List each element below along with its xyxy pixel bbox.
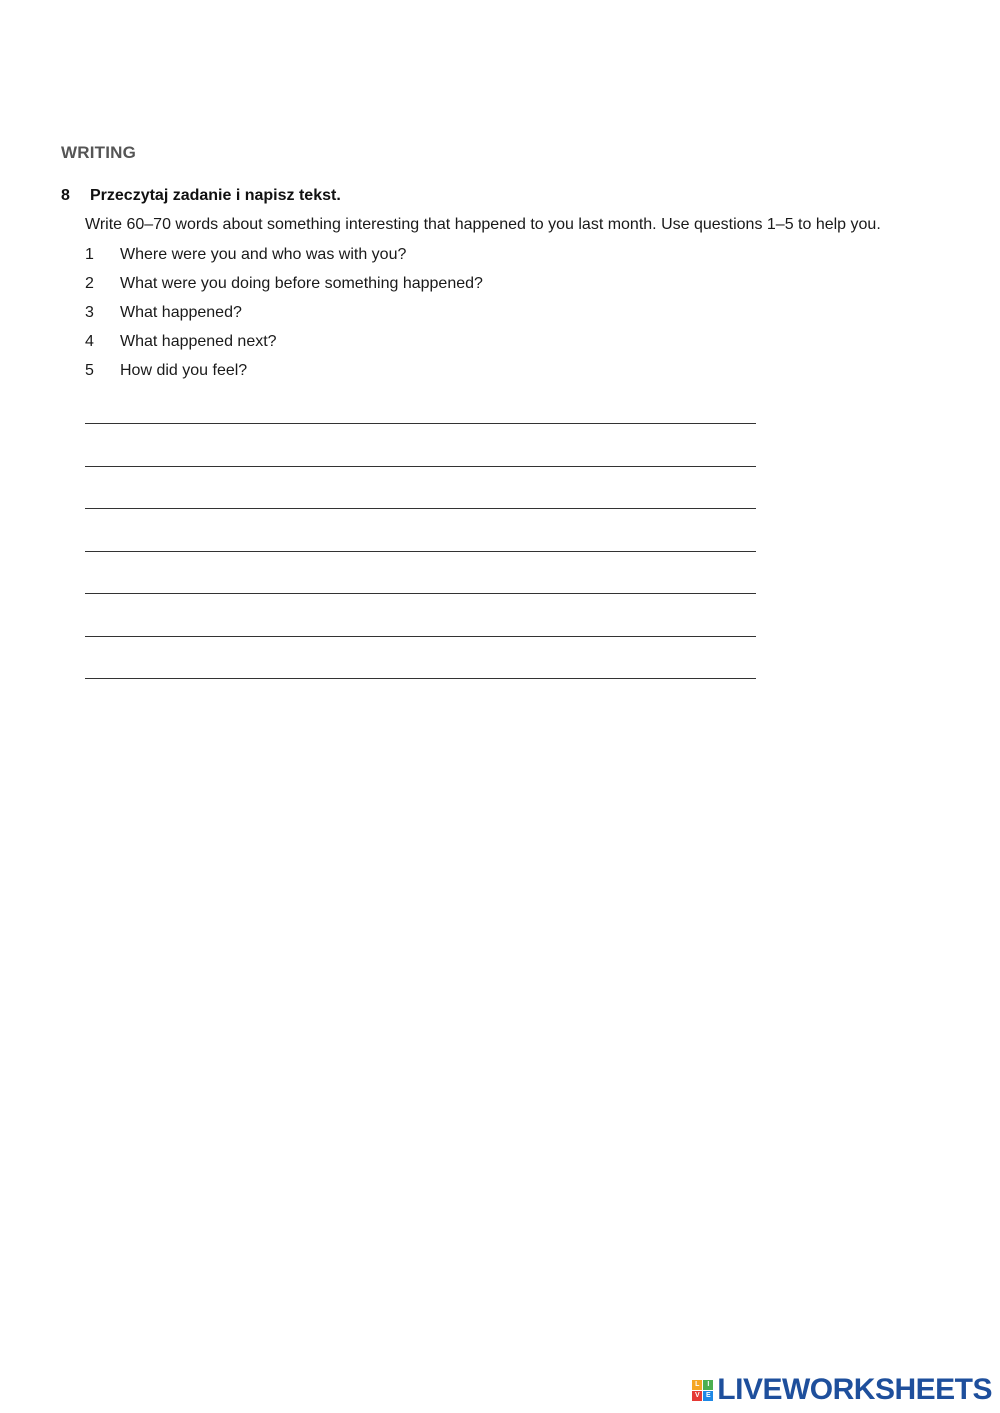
- answer-area[interactable]: [85, 408, 756, 679]
- task-instruction: Write 60–70 words about something interesting that happened to you last month. Use questions 1–5 to help you.: [85, 216, 881, 233]
- question-item: [85, 303, 483, 332]
- question-number: 3: [85, 304, 94, 321]
- question-text: What happened?: [120, 304, 242, 321]
- answer-line[interactable]: [85, 552, 756, 595]
- question-item: [85, 274, 483, 303]
- question-text: What were you doing before something happened?: [120, 275, 483, 292]
- logo-tile: E: [703, 1391, 713, 1401]
- task-title: Przeczytaj zadanie i napisz tekst.: [90, 187, 341, 204]
- question-item: [85, 245, 483, 274]
- liveworksheets-logo-icon: [692, 1380, 713, 1401]
- question-number: 2: [85, 275, 94, 292]
- question-text: Where were you and who was with you?: [120, 246, 407, 263]
- question-text: What happened next?: [120, 333, 277, 350]
- question-number: 1: [85, 246, 94, 263]
- answer-line[interactable]: [85, 594, 756, 637]
- question-item: [85, 361, 483, 390]
- logo-tile: I: [703, 1380, 713, 1390]
- question-list: [85, 245, 483, 390]
- question-number: 4: [85, 333, 94, 350]
- task-header: [61, 187, 341, 205]
- section-title: WRITING: [61, 143, 137, 162]
- answer-line[interactable]: [85, 424, 756, 467]
- brand-name: LIVEWORKSHEETS: [717, 1373, 992, 1406]
- answer-line[interactable]: [85, 408, 756, 424]
- answer-line[interactable]: [85, 509, 756, 552]
- liveworksheets-brand: [692, 1373, 992, 1407]
- question-text: How did you feel?: [120, 362, 248, 379]
- answer-line[interactable]: [85, 467, 756, 510]
- task-number: 8: [61, 187, 70, 204]
- logo-tile: V: [692, 1391, 702, 1401]
- question-item: [85, 332, 483, 361]
- logo-tile: L: [692, 1380, 702, 1390]
- answer-line[interactable]: [85, 637, 756, 680]
- question-number: 5: [85, 362, 94, 379]
